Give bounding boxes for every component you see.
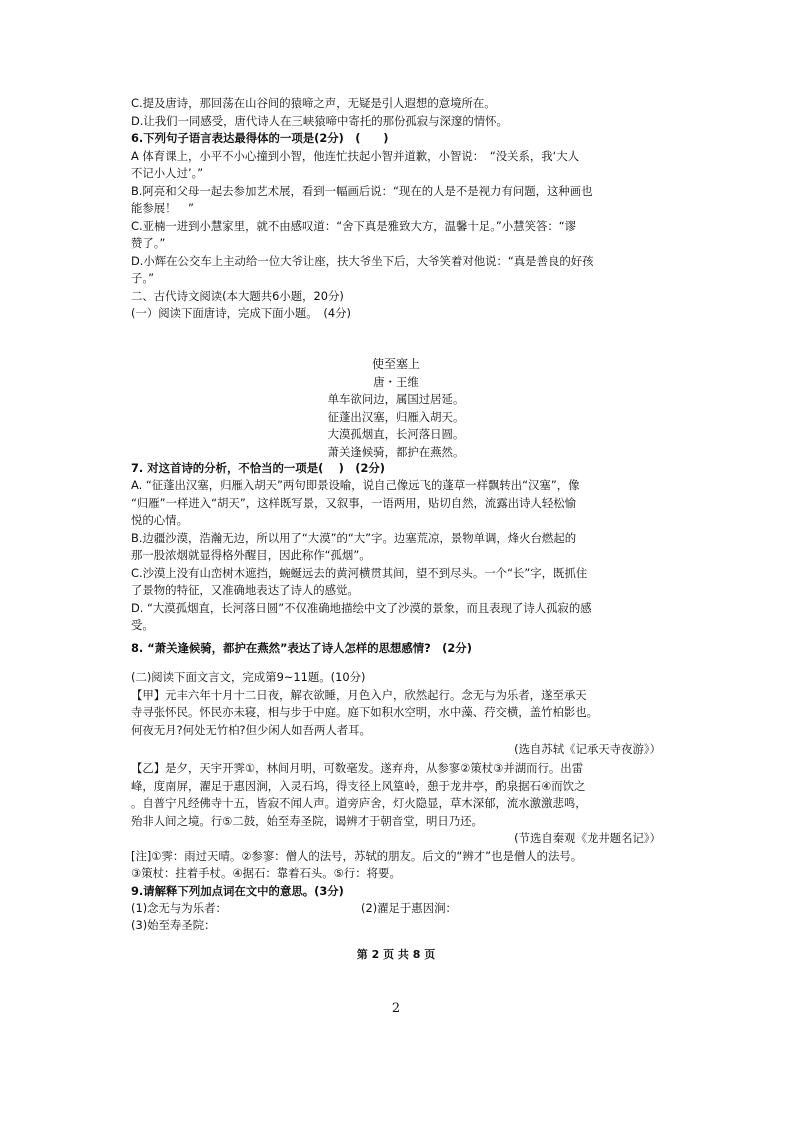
passage-jia-line: 【甲】元丰六年十月十二日夜，解衣欲睡，月色入户，欣然起行。念无与为乐者，遂至承天 (131, 688, 587, 702)
option-d-line: D.让我们一同感受，唐代诗人在三峡猿啼中寄托的那份孤寂与深邃的情怀。 (131, 114, 508, 128)
q7-option-d-cont: 受。 (131, 618, 154, 632)
q6-option-c: C.亚楠一进到小慧家里，就不由感叹道：“舍下真是雅致大方，温馨十足。”小慧笑答：“谬 (131, 219, 577, 233)
source-jia: (选自苏轼《记承天寺夜游》） (514, 742, 661, 756)
q6-option-d: D.小辉在公交车上主动给一位大爷让座，扶大爷坐下后，大爷笑着对他说：“真是善良的好孩 (131, 254, 594, 268)
passage-yi-line: 峰，度南屏，濯足于惠因涧，入灵石坞，得支径上风篁岭，憩于龙井亭，酌泉据石④而饮之 (131, 779, 586, 793)
notes-line: [注]①霁：雨过天晴。②参寥：僧人的法号，苏轼的朋友。后文的“辨才”也是僧人的法号。 (131, 849, 583, 863)
question-7: 7. 对这首诗的分析，不恰当的一项是( ) (2分) (131, 461, 385, 475)
q7-option-b: B.边疆沙漠，浩瀚无边，所以用了“大漠”的“大”字。边塞荒凉，景物单调，烽火台燃起的 (131, 531, 577, 545)
question-6: 6.下列句子语言表达最得体的一项是(2分) ( ) (131, 131, 389, 145)
wyw-instruction: (二)阅读下面文言文，完成第9~11题。(10分) (131, 670, 366, 684)
q9-item-1: (1)念无与为乐者： (131, 901, 227, 915)
poem-line: 单车欲问边，属国过居延。 (327, 392, 465, 406)
poem-line: 大漠孤烟直，长河落日圆。 (327, 427, 465, 441)
passage-yi-line: 。自普宁凡经佛寺十五，皆寂不闻人声。道旁庐舍，灯火隐显，草木深郁，流水激激悲鸣， (131, 796, 587, 810)
source-yi: (节选自秦观《龙井题名记》） (514, 831, 661, 845)
q9-item-3: (3)始至寿圣院： (131, 918, 216, 932)
q6-option-d-cont: 子。” (131, 271, 154, 285)
q7-option-a-cont: “归雁”一样进入“胡天”，这样既写景，又叙事，一语两用，贴切自然，流露出诗人轻松愉 (131, 496, 577, 510)
notes-line: ③策杖：拄着手杖。④据石：靠着石头。⑤行：将要。 (131, 866, 401, 880)
option-c-line: C.提及唐诗，那回荡在山谷间的猿啼之声，无疑是引人遐想的意境所在。 (131, 96, 496, 110)
poem-title: 使至塞上 (371, 357, 420, 371)
q9-item-2: (2)濯足于惠因涧： (361, 901, 457, 915)
passage-yi-line: 【乙】是夕，天宇开霁①，林间月明，可数毫发。遂弃舟，从参寥②策杖③并湖而行。出雷 (131, 761, 584, 775)
q6-option-c-cont: 赞了。” (131, 236, 166, 250)
q6-option-a: A 体育课上，小平不小心撞到小智，他连忙扶起小智并道歉，小智说： “没关系，我‘大人 (131, 149, 580, 163)
q7-option-d: D. “大漠孤烟直，长河落日圆”不仅准确地描绘中文了沙漠的景象，而且表现了诗人孤寂的感 (131, 601, 592, 615)
q7-option-c: C.沙漠上没有山峦树木遮挡，蜿蜒远去的黄河横贯其间，望不到尽头。一个“长”字，既抓住 (131, 566, 588, 580)
passage-yi-line: 殆非人间之境。行⑤二鼓，始至寿圣院，谒辨才于朝音堂，明日乃还。 (131, 814, 483, 828)
poem-line: 征蓬出汉塞，归雁入胡天。 (327, 410, 465, 424)
q6-option-b: B.阿亮和父母一起去参加艺术展，看到一幅画后说：“现在的人是不是视力有问题，这种画也 (131, 184, 593, 198)
page-number: 2 (391, 1001, 401, 1016)
section-two-heading: 二、古代诗文阅读(本大题共6小题，20分) (131, 289, 344, 303)
q6-option-a-cont: 不记小人过’。” (131, 166, 204, 180)
question-8: 8. “萧关逢候骑，都护在燕然”表达了诗人怎样的思想感情? (2分) (131, 641, 472, 655)
q7-option-b-cont: 那一股浓烟就显得格外醒目，因此称作“孤烟”。 (131, 548, 371, 562)
page-footer: 第 2 页 共 8 页 (356, 948, 436, 961)
q6-option-b-cont: 能参展！ ” (131, 201, 194, 215)
poem-line: 萧关逢候骑，都护在燕然。 (327, 445, 465, 459)
q7-option-a: A. “征蓬出汉塞，归雁入胡天”两句即景设喻，说自己像远飞的蓬草一样飘转出“汉塞”，像 (131, 478, 580, 492)
question-9: 9.请解释下列加点词在文中的意思。(3分) (131, 884, 344, 898)
passage-jia-line: 何夜无月?何处无竹柏?但少闲人如吾两人者耳。 (131, 723, 371, 737)
poem-author: 唐・王维 (373, 375, 419, 389)
q7-option-a-cont2: 悦的心情。 (131, 513, 188, 527)
q7-option-c-cont: 了景物的特征，又准确地表达了诗人的感觉。 (131, 583, 359, 597)
poem-instruction: (一）阅读下面唐诗，完成下面小题。 (4分) (131, 306, 351, 320)
passage-jia-line: 寺寻张怀民。怀民亦未寝，相与步于中庭。庭下如积水空明，水中藻、荇交横，盖竹柏影也。 (131, 705, 599, 719)
